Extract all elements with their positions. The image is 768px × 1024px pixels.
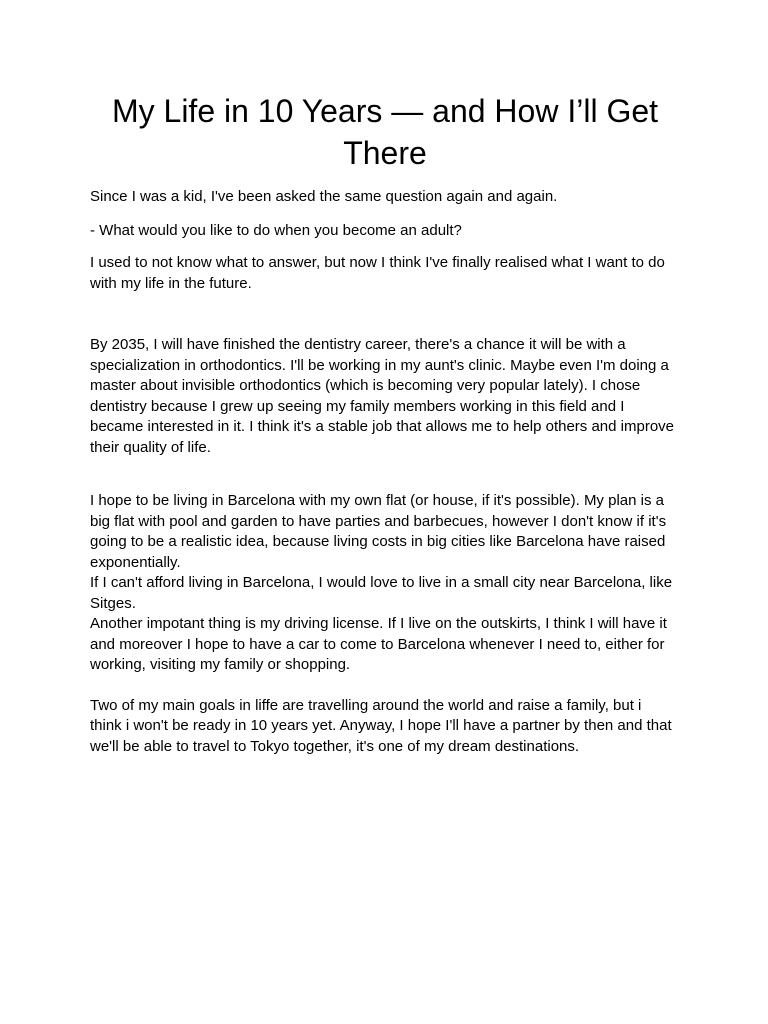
text-line: I used to not know what to answer, but now I think I've finally realised what I want to do (90, 254, 665, 271)
text-line: master about invisible orthodontics (which is becoming very popular lately). I chose (90, 377, 641, 394)
goals-paragraph (90, 696, 680, 758)
document-page (90, 90, 680, 757)
text-line: Another impotant thing is my driving license. If I live on the outskirts, I think I will have it (90, 615, 667, 632)
title-line: My Life in 10 Years — and How I’ll Get (111, 93, 659, 129)
question-paragraph (90, 221, 680, 242)
title-line: There (343, 135, 427, 171)
career-paragraph (90, 335, 680, 458)
realisation-paragraph (90, 253, 680, 294)
intro-paragraph (90, 187, 680, 208)
text-line: specialization in orthodontics. I'll be working in my aunt's clinic. Maybe even I'm doing a (90, 356, 669, 374)
text-line: their quality of life. (90, 438, 211, 456)
text-line: became interested in it. I think it's a stable job that allows me to help others and improve (90, 418, 675, 435)
text-line: we'll be able to travel to Tokyo together, it's one of my dream destinations. (90, 737, 580, 755)
text-line: Sitges. (90, 594, 136, 612)
text-line: By 2035, I will have finished the dentistry career, there's a chance it will be with a (90, 336, 626, 353)
text-line: think i won't be ready in 10 years yet. Anyway, I hope I'll have a partner by then and that (90, 717, 672, 734)
text-line: working, visiting my family or shopping. (90, 656, 351, 673)
text-line: - What would you like to do when you become an adult? (90, 221, 462, 239)
text-line: If I can't afford living in Barcelona, I would love to live in a small city near Barcelona, like (90, 574, 673, 591)
text-line: I hope to be living in Barcelona with my own flat (or house, if it's possible). My plan is a (90, 492, 664, 509)
text-line: exponentially. (90, 553, 181, 571)
home-paragraph (90, 491, 680, 676)
text-line: Two of my main goals in liffe are travelling around the world and raise a family, but i (90, 696, 642, 714)
text-line: dentistry because I grew up seeing my family members working in this field and I (90, 397, 625, 415)
text-line: with my life in the future. (90, 274, 252, 292)
document-title (60, 90, 710, 174)
text-line: and moreover I hope to have a car to come to Barcelona whenever I need to, either for (90, 635, 665, 653)
text-line: Since I was a kid, I've been asked the same question again and again. (90, 188, 558, 205)
text-line: big flat with pool and garden to have parties and barbecues, however I don't know if it's (90, 512, 667, 530)
text-line: going to be a realistic idea, because living costs in big cities like Barcelona have raised (90, 533, 666, 550)
